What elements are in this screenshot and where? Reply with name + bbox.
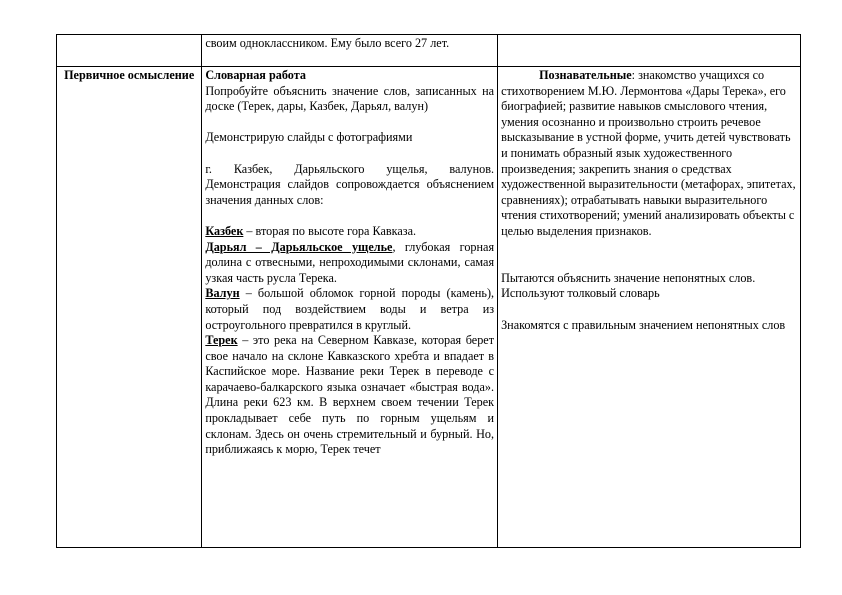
definition-text: – вторая по высоте гора Кавказа.: [243, 223, 417, 238]
definition-text: , глубокая горная долина с отвесными, непроходимыми склонами, самая узкая часть русла Терека.: [205, 239, 495, 285]
students-activity-cell: [498, 67, 801, 548]
students-activity-cell: [498, 35, 801, 67]
definition: [205, 224, 494, 240]
definition: [205, 333, 494, 458]
teacher-text: своим одноклассником. Ему было всего 27 лет.: [205, 36, 450, 50]
teacher-paragraph: Попробуйте объяснить значение слов, записанных на доске (Терек, дары, Казбек, Дарьял, валун): [205, 83, 495, 114]
definition-term: Валун: [205, 286, 240, 301]
table-row: [57, 35, 801, 67]
teacher-activity-cell: [202, 35, 498, 67]
definition: [205, 240, 494, 287]
students-paragraph: [501, 68, 797, 240]
uud-text: : знакомство учащихся со стихотворением М.Ю. Лермонтова «Дары Терека», его биографией; развитие навыков смыслового чтения, умения осознанно и произвольно строить речевое высказывание в устной форме, учить детей чувствовать и понимать образный язык художественного произведения; закрепить знания о средствах художественной выразительности (метафорах, эпитетах, сравнениях); отрабатывать навыки выразительного чтения стихотворений; умений анализировать объекты с целью выделения признаков.: [501, 68, 796, 238]
students-paragraph: Знакомятся с правильным значением непонятных слов: [501, 317, 786, 332]
section-heading: Словарная работа: [205, 68, 306, 82]
definition-text: – это река на Северном Кавказе, которая берет свое начало на склоне Кавказского хребта и впадает в Каспийское море. Название реки Терек в переводе с карачаево-балкарского языка означает «быстрая вода». Длина реки 623 км. В верхнем своем течении Терек прокладывает себе путь по горным ущельям и склонам. Здесь он очень стремительный и бурный. Но, приближаясь к морю, Терек течет: [205, 333, 495, 457]
definition-term: Терек: [205, 333, 238, 348]
teacher-paragraph: Демонстрирую слайды с фотографиями: [205, 130, 413, 145]
stage-cell: [57, 35, 202, 67]
stage-title: Первичное осмысление: [64, 68, 195, 82]
stage-cell: [57, 67, 202, 548]
uud-label: Познавательные: [539, 68, 632, 82]
students-paragraph: Пытаются объяснить значение непонятных слов. Используют толковый словарь: [501, 270, 756, 301]
definition-term: Казбек: [205, 223, 244, 238]
lesson-plan-table: [56, 34, 801, 548]
teacher-activity-cell: [202, 67, 498, 548]
definition-term: Дарьял – Дарьяльское ущелье: [205, 239, 393, 254]
definition: [205, 286, 494, 333]
teacher-paragraph: г. Казбек, Дарьяльского ущелья, валунов. Демонстрация слайдов сопровождается объяснением значения данных слов:: [205, 161, 495, 207]
definition-text: – большой обломок горной породы (камень), который под воздействием воды и ветра из остроугольного превратился в круглый.: [205, 286, 495, 332]
table-row: [57, 67, 801, 548]
